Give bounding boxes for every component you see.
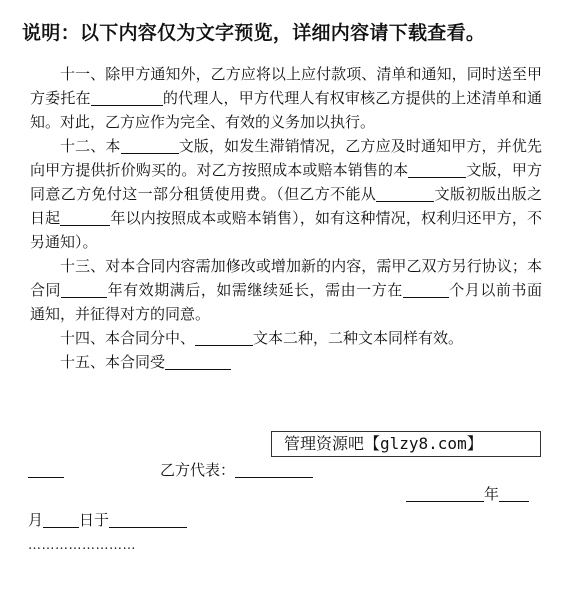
blank-line <box>109 511 187 528</box>
month-label: 月 <box>28 511 44 529</box>
blank-line <box>195 329 253 346</box>
blank-line <box>165 353 231 370</box>
day-label: 日于 <box>79 511 110 529</box>
blank-line <box>499 485 529 502</box>
blank-line <box>28 461 64 478</box>
party-b-label: 乙方代表： <box>160 461 236 479</box>
party-b-representative <box>160 458 313 482</box>
clause-11: 十一、除甲方通知外，乙方应将以上应付款项、清单和通知，同时送至甲方委托在 的代理人，甲方代理人有权审核乙方提供的上述清单和通知。对此，乙方应作为完全、有效的义务加以执行。 <box>30 65 542 131</box>
blank-line <box>60 209 110 226</box>
blank-line <box>408 161 466 178</box>
blank-line <box>43 511 79 528</box>
clause-15: 十五、本合同受 <box>30 350 542 374</box>
clause-12: 十二、本 文版，如发生滞销情况，乙方应及时通知甲方，并优先向甲方提供折价购买的。对乙方按照成本或赔本销售的本 文版，甲方同意乙方免付这一部分租赁使用费。（但乙方不能从 文版初版出版之日起 年以内按照成本或赔本销售），如有这种情况，权利归还甲方，不另通知）。 <box>30 137 542 251</box>
blank-line <box>376 185 434 202</box>
blank-line <box>403 281 449 298</box>
signature-year <box>406 482 529 506</box>
blank-line <box>91 89 163 106</box>
watermark-banner: 管理资源吧【glzy8.com】 <box>271 431 541 457</box>
blank-line <box>61 281 107 298</box>
ellipsis-dots: …………………… <box>28 538 136 553</box>
contract-body <box>30 62 542 374</box>
blank-line <box>406 485 484 502</box>
blank-line <box>235 461 313 478</box>
signature-date <box>28 508 187 532</box>
preview-notice: 说明：以下内容仅为文字预览，详细内容请下载查看。 <box>22 22 486 44</box>
signature-line-1 <box>28 458 64 482</box>
clause-14: 十四、本合同分中、 文本二种，二种文本同样有效。 <box>60 329 464 347</box>
blank-line <box>121 137 179 154</box>
year-label: 年 <box>484 485 500 503</box>
clause-13: 十三、对本合同内容需加修改或增加新的内容，需甲乙双方另行协议；本合同 年有效期满后，如需继续延长，需由一方在 个月以前书面通知，并征得对方的同意。 <box>30 257 542 323</box>
